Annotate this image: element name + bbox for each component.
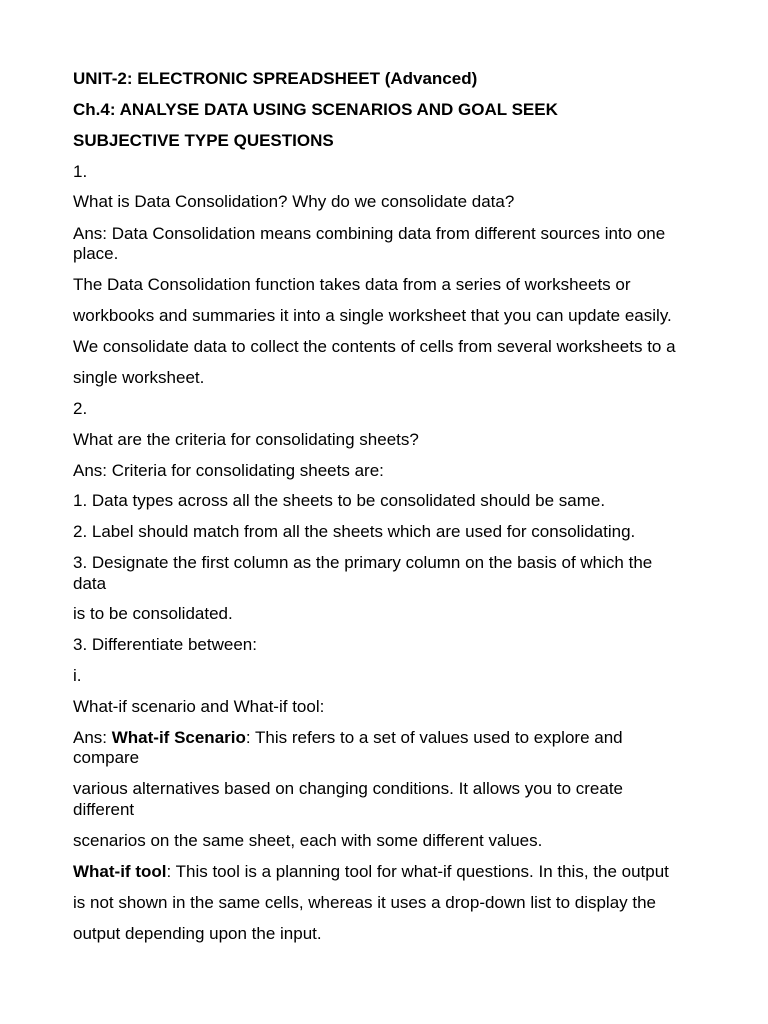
answer-3-line: is not shown in the same cells, whereas it uses a drop-down list to display the [73, 893, 657, 912]
sub-question-number: i. [73, 666, 82, 685]
answer-3-line [73, 862, 723, 882]
definition-what-if-scenario: : This refers to a set of values used to explore and [245, 728, 623, 747]
answer-3-line: different [73, 800, 135, 819]
answer-1-line: workbooks and summaries it into a single worksheet that you can update easily. [73, 306, 672, 325]
answer-1-line: The Data Consolidation function takes data from a series of worksheets or [73, 275, 631, 294]
question-number-2: 2. [73, 399, 88, 418]
criteria-point-3-cont: is to be consolidated. [73, 604, 233, 623]
answer-3-line: output depending upon the input. [73, 924, 322, 943]
answer-3-line [73, 728, 723, 748]
criteria-point-1: 1. Data types across all the sheets to be consolidated should be same. [73, 491, 606, 510]
answer-prefix: Ans: [73, 728, 112, 747]
unit-heading: UNIT-2: ELECTRONIC SPREADSHEET (Advanced) [73, 69, 478, 88]
criteria-point-2: 2. Label should match from all the sheets which are used for consolidating. [73, 522, 636, 541]
answer-2-intro: Ans: Criteria for consolidating sheets are: [73, 461, 384, 480]
answer-1-line: Ans: Data Consolidation means combining data from different sources into one [73, 224, 666, 243]
question-3-heading: 3. Differentiate between: [73, 635, 257, 654]
answer-3-line: various alternatives based on changing conditions. It allows you to create [73, 779, 623, 798]
answer-1-line: We consolidate data to collect the contents of cells from several worksheets to a [73, 337, 676, 356]
answer-3-line: scenarios on the same sheet, each with some different values. [73, 831, 543, 850]
sub-question-text: What-if scenario and What-if tool: [73, 697, 325, 716]
criteria-point-3-cont: data [73, 574, 107, 593]
question-2-text: What are the criteria for consolidating sheets? [73, 430, 419, 449]
section-heading: SUBJECTIVE TYPE QUESTIONS [73, 131, 334, 150]
term-what-if-scenario: What-if Scenario [111, 728, 246, 747]
answer-1-line: place. [73, 244, 119, 263]
term-what-if-tool: What-if tool [73, 862, 167, 881]
chapter-heading: Ch.4: ANALYSE DATA USING SCENARIOS AND GOAL SEEK [73, 100, 558, 119]
answer-1-line: single worksheet. [73, 368, 205, 387]
criteria-point-3: 3. Designate the first column as the primary column on the basis of which the [73, 553, 653, 572]
definition-what-if-tool: : This tool is a planning tool for what-if questions. In this, the output [166, 862, 669, 881]
question-1-text: What is Data Consolidation? Why do we consolidate data? [73, 192, 515, 211]
answer-3-line: compare [73, 748, 140, 767]
question-number-1: 1. [73, 162, 88, 181]
